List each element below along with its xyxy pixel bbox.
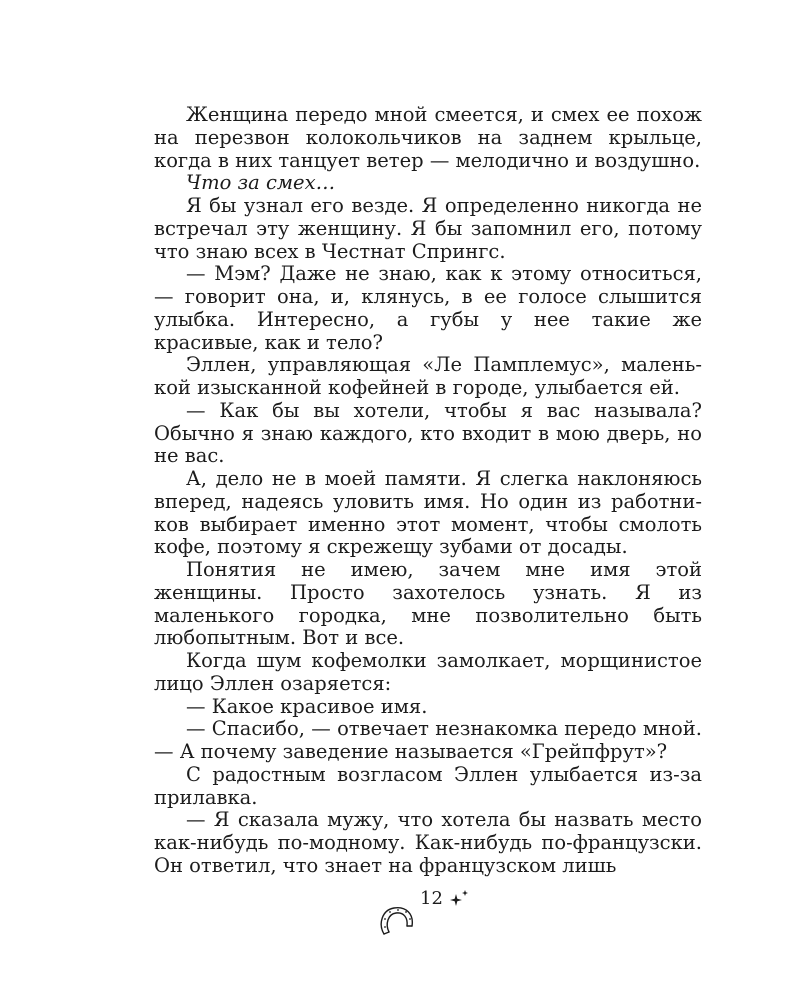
- paragraph: Эллен, управляющая «Ле Памплемус», маленькой изысканной кофейней в городе, улыбается ей.: [154, 353, 702, 399]
- paragraph: Женщина передо мной смеется, и смех ее похож на перезвон колокольчиков на заднем крыльце, когда в них танцует ветер — мелодично и воздушно.: [154, 103, 702, 172]
- paragraph: — Какое красивое имя.: [186, 694, 428, 718]
- paragraph: Я бы узнал его везде. Я определенно никогда не встречал эту женщину. Я бы запомнил его, потому что знаю всех в Честнат Спрингс.: [154, 194, 702, 263]
- paragraph: А, дело не в моей памяти. Я слегка наклоняюсь вперед, надеясь уловить имя. Но один из работников выбирает именно этот момент, чтобы смолоть кофе, поэтому я скрежещу зубами от досады.: [154, 467, 702, 559]
- paragraph: Когда шум кофемолки замолкает, морщинистое лицо Эллен озаряется:: [154, 649, 702, 695]
- paragraph: С радостным возгласом Эллен улыбается из-за прилавка.: [154, 762, 702, 809]
- paragraph: — Спасибо, — отвечает незнакомка передо мной. — А почему заведение называется «Грейпфрут»?: [154, 717, 702, 763]
- book-page-text: [154, 104, 702, 878]
- paragraph: Понятия не имею, зачем мне имя этой женщины. Просто захотелось узнать. Я из маленького городка, мне позволительно быть любопытным. Вот и все.: [154, 558, 702, 650]
- paragraph: — Я сказала мужу, что хотела бы назвать место как-нибудь по-модному. Как-нибудь по-французски. Он ответил, что знает на французском лишь: [154, 808, 702, 877]
- paragraph: — Как бы вы хотели, чтобы я вас называла? Обычно я знаю каждого, кто входит в мою дверь, но не вас.: [154, 398, 702, 468]
- paragraph: — Мэм? Даже не знаю, как к этому относиться, — говорит она, и, клянусь, в ее голосе слышится улыбка. Интересно, а губы у нее такие же красивые, как и тело?: [154, 262, 702, 354]
- page-number: 12: [420, 888, 443, 909]
- page-footer: [376, 886, 486, 942]
- sparkle-icon: [448, 888, 472, 910]
- paragraph-italic: Что за смех…: [186, 171, 336, 195]
- horseshoe-icon: [376, 900, 420, 940]
